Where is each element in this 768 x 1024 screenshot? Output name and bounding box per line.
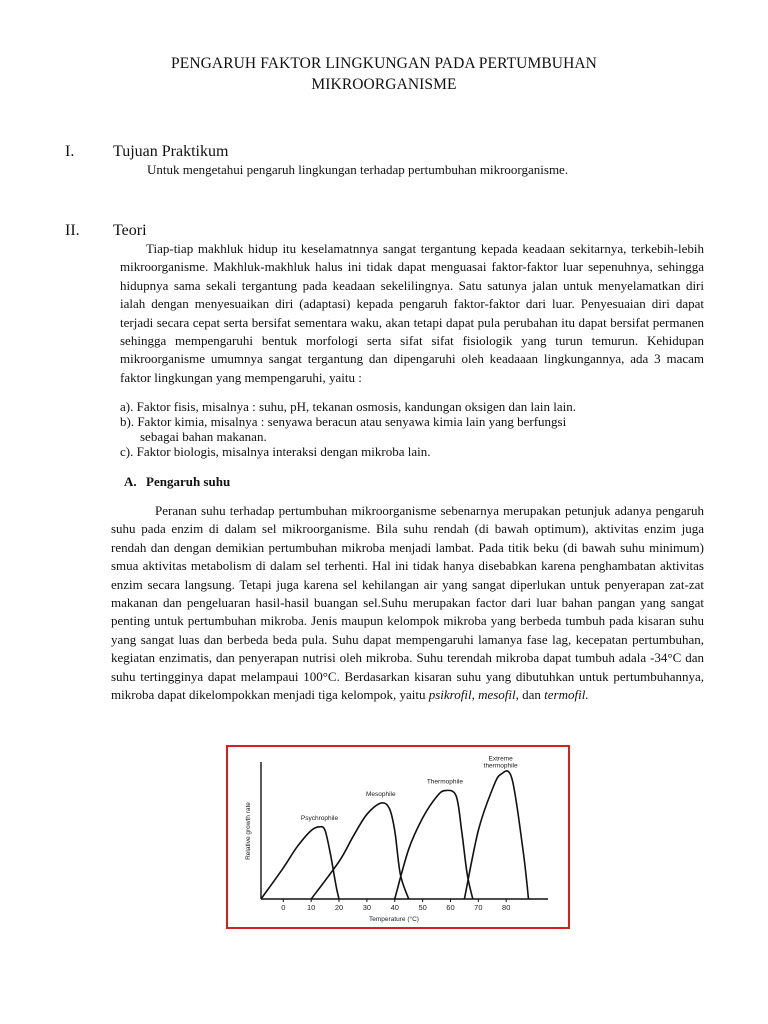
- title-line-1: PENGARUH FAKTOR LINGKUNGAN PADA PERTUMBUHAN: [171, 55, 597, 72]
- section-1-title: Tujuan Praktikum: [113, 143, 229, 160]
- term-termofil: termofil.: [544, 687, 589, 703]
- separator-2: , dan: [515, 687, 541, 703]
- x-tick-label: 50: [418, 903, 427, 912]
- x-tick-label: 70: [474, 903, 483, 912]
- series-label: Mesophile: [365, 791, 396, 799]
- x-tick-label: 20: [334, 903, 344, 912]
- theory-paragraph: Tiap-tiap makhluk hidup itu keselamatnnya sangat tergantung kepada keadaan sekitarnya, terkebih-lebih mikroorganisme. Makhluk-makhluk halus ini tidak dapat menguasai faktor-faktor luar sepenuhnya, sehingga hidupnya sama sekali tergantung pada keadaan sekelilingnya. Satu satunya jalan untuk menyelamatkan diri ialah dengan menyesuaikan diri (adaptasi) kepada pengaruh faktor-faktor dari luar. Penyesuaian diri dapat terjadi secara cepat serta bersifat sementara waku, akan tetapi dapat pula perubahan itu dapat bersifat permanen sehingga mempengaruhi bentuk morfologi serta sifat sifat fisiologik yang turun temurun. Kehidupan mikroorganisme umumnya sangat tergantung dan dipengaruhi oleh keadaaan lingkungannya, ada 3 macam faktor lingkungan yang mempengaruhi, yaitu :: [120, 241, 704, 385]
- x-tick-label: 40: [390, 903, 399, 912]
- section-2-number: II.: [65, 222, 80, 239]
- separator-1: ,: [471, 687, 479, 703]
- x-tick-label: 10: [306, 903, 316, 912]
- series-label: Extreme thermophile: [483, 755, 518, 770]
- x-tick-label: 60: [446, 903, 455, 912]
- growth-curve: [261, 827, 339, 899]
- x-tick-label: 80: [502, 903, 511, 912]
- x-tick-label: 30: [362, 903, 372, 912]
- x-tick-label: 0: [281, 903, 286, 912]
- growth-chart: [228, 747, 567, 926]
- section-2-title: Teori: [113, 222, 147, 239]
- x-axis-label: Temperature (°C): [369, 916, 419, 923]
- series-label: Psychrophile: [300, 814, 339, 822]
- list-item-a: a). Faktor fisis, misalnya : suhu, pH, tekanan osmosis, kandungan oksigen dan lain lain.: [120, 399, 577, 414]
- title-line-2: MIKROORGANISME: [311, 76, 457, 93]
- suhu-paragraph-main: Peranan suhu terhadap pertumbuhan mikroorganisme sebenarnya merupakan petunjuk adanya pengaruh suhu pada enzim di dalam sel mikroorganisme. Bila suhu rendah (di bawah optimum), aktivitas enzim juga rendah dan dengan demikian pertumbuhan mikroba menjadi lambat. Pada titik beku (di bawah suhu minimum) smua aktivitas metabolism di dalam sel terhenti. Hal ini tidak hanya disebabkan karena penghambatan aktivitas enzim secara langsung. Tetapi juga karena sel kehilangan air yang sangat diperlukan untuk penyerapan zat-zat makanan dan pengeluaran hasil-hasil buangan sel.Suhu merupakan factor dari luar bahan pangan yang sangat penting untuk pertumbuhan mikroba. Jenis maupun kelompok mikroba yang berbeda tumbuh pada kisaran suhu yang sangat luas dan berbeda beda pula. Suhu dapat mempengaruhi lamanya fase lag, kecepatan pertumbuhan, kegiatan enzimatis, dan penyerapan nutrisi oleh mikroba. Suhu terendah mikroba dapat tumbuh adala -34°C dan suhu tertingginya dapat melampaui 100°C. Berdasarkan kisaran suhu yang dibutuhkan untuk pertumbuhannya, mikroba dapat dikelompokkan menjadi tiga kelompok, yaitu: [111, 503, 704, 703]
- list-item-b-continued: sebagai bahan makanan.: [140, 429, 267, 444]
- temperature-growth-figure: [226, 745, 570, 929]
- section-1-number: I.: [65, 143, 75, 160]
- subsection-a-title: Pengaruh suhu: [146, 474, 231, 489]
- growth-curve: [464, 771, 528, 899]
- suhu-paragraph: [111, 502, 704, 704]
- term-psikrofil: psikrofil: [428, 687, 472, 703]
- list-item-c: c). Faktor biologis, misalnya interaksi dengan mikroba lain.: [120, 444, 431, 459]
- section-1-text: Untuk mengetahui pengaruh lingkungan terhadap pertumbuhan mikroorganisme.: [147, 162, 569, 177]
- subsection-a-label: A.: [124, 474, 137, 489]
- list-item-b: b). Faktor kimia, misalnya : senyawa beracun atau senyawa kimia lain yang berfungsi: [120, 414, 567, 429]
- growth-curve: [395, 790, 473, 899]
- term-mesofil: mesofil: [478, 687, 516, 703]
- y-axis-label: Relative growth rate: [245, 802, 252, 860]
- series-label: Thermophile: [426, 778, 463, 786]
